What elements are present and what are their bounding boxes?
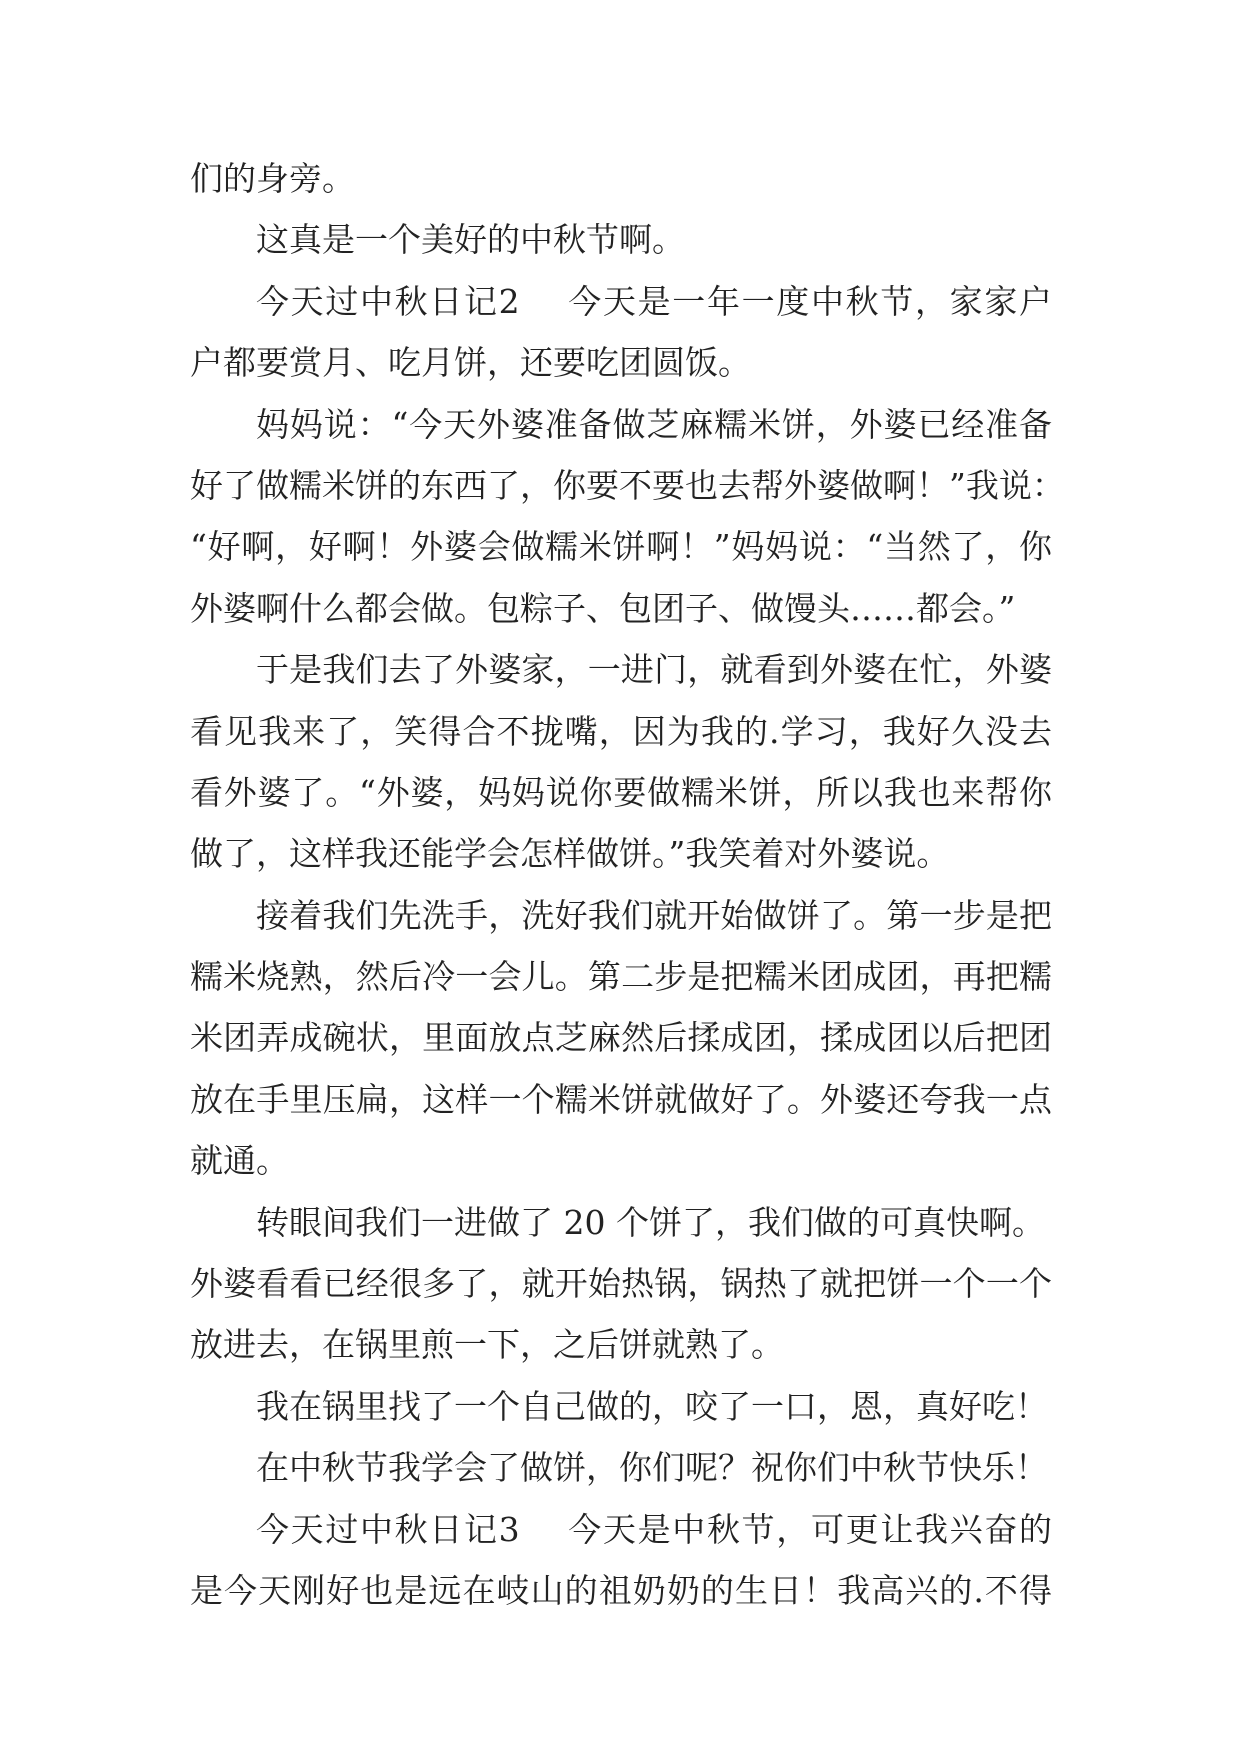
text-line: 是今天刚好也是远在岐山的祖奶奶的生日！我高兴的.不得 — [190, 1570, 1052, 1610]
text-line: 在中秋节我学会了做饼，你们呢？祝你们中秋节快乐！ — [256, 1448, 1048, 1488]
text-line: 米团弄成碗状，里面放点芝麻然后揉成团，揉成团以后把团 — [190, 1018, 1052, 1058]
text-line: 于是我们去了外婆家，一进门，就看到外婆在忙，外婆 — [256, 650, 1052, 690]
text-line: 看外婆了。“外婆，妈妈说你要做糯米饼，所以我也来帮你 — [190, 772, 1052, 812]
text-line: 放在手里压扁，这样一个糯米饼就做好了。外婆还夸我一点 — [190, 1079, 1052, 1119]
text-line: 做了，这样我还能学会怎样做饼。”我笑着对外婆说。 — [190, 834, 950, 874]
text-line: 就通。 — [190, 1141, 289, 1181]
text-line: 户都要赏月、吃月饼，还要吃团圆饭。 — [190, 343, 751, 383]
text-line: 外婆看看已经很多了，就开始热锅，锅热了就把饼一个一个 — [190, 1264, 1052, 1304]
text-line: 看见我来了，笑得合不拢嘴，因为我的.学习，我好久没去 — [190, 711, 1052, 751]
text-line: 我在锅里找了一个自己做的，咬了一口，恩，真好吃！ — [256, 1386, 1048, 1426]
text-line: 接着我们先洗手，洗好我们就开始做饼了。第一步是把 — [256, 895, 1052, 935]
text-line: 好了做糯米饼的东西了，你要不要也去帮外婆做啊！”我说： — [190, 465, 1065, 505]
text-line: 们的身旁。 — [190, 159, 355, 198]
text-line: “好啊，好啊！外婆会做糯米饼啊！”妈妈说：“当然了，你 — [190, 527, 1052, 567]
text-line: 转眼间我们一进做了 20 个饼了，我们做的可真快啊。 — [256, 1202, 1045, 1242]
text-line: 妈妈说：“今天外婆准备做芝麻糯米饼，外婆已经准备 — [256, 404, 1052, 444]
text-line: 今天过中秋日记3 今天是中秋节，可更让我兴奋的 — [256, 1509, 1052, 1549]
text-line: 今天过中秋日记2 今天是一年一度中秋节，家家户 — [256, 281, 1052, 321]
text-line: 这真是一个美好的中秋节啊。 — [256, 220, 685, 260]
text-line: 放进去，在锅里煎一下，之后饼就熟了。 — [190, 1325, 784, 1365]
body-text — [190, 148, 1065, 1621]
text-line: 外婆啊什么都会做。包粽子、包团子、做馒头……都会。” — [190, 588, 1016, 628]
text-line: 糯米烧熟，然后冷一会儿。第二步是把糯米团成团，再把糯 — [190, 957, 1052, 997]
